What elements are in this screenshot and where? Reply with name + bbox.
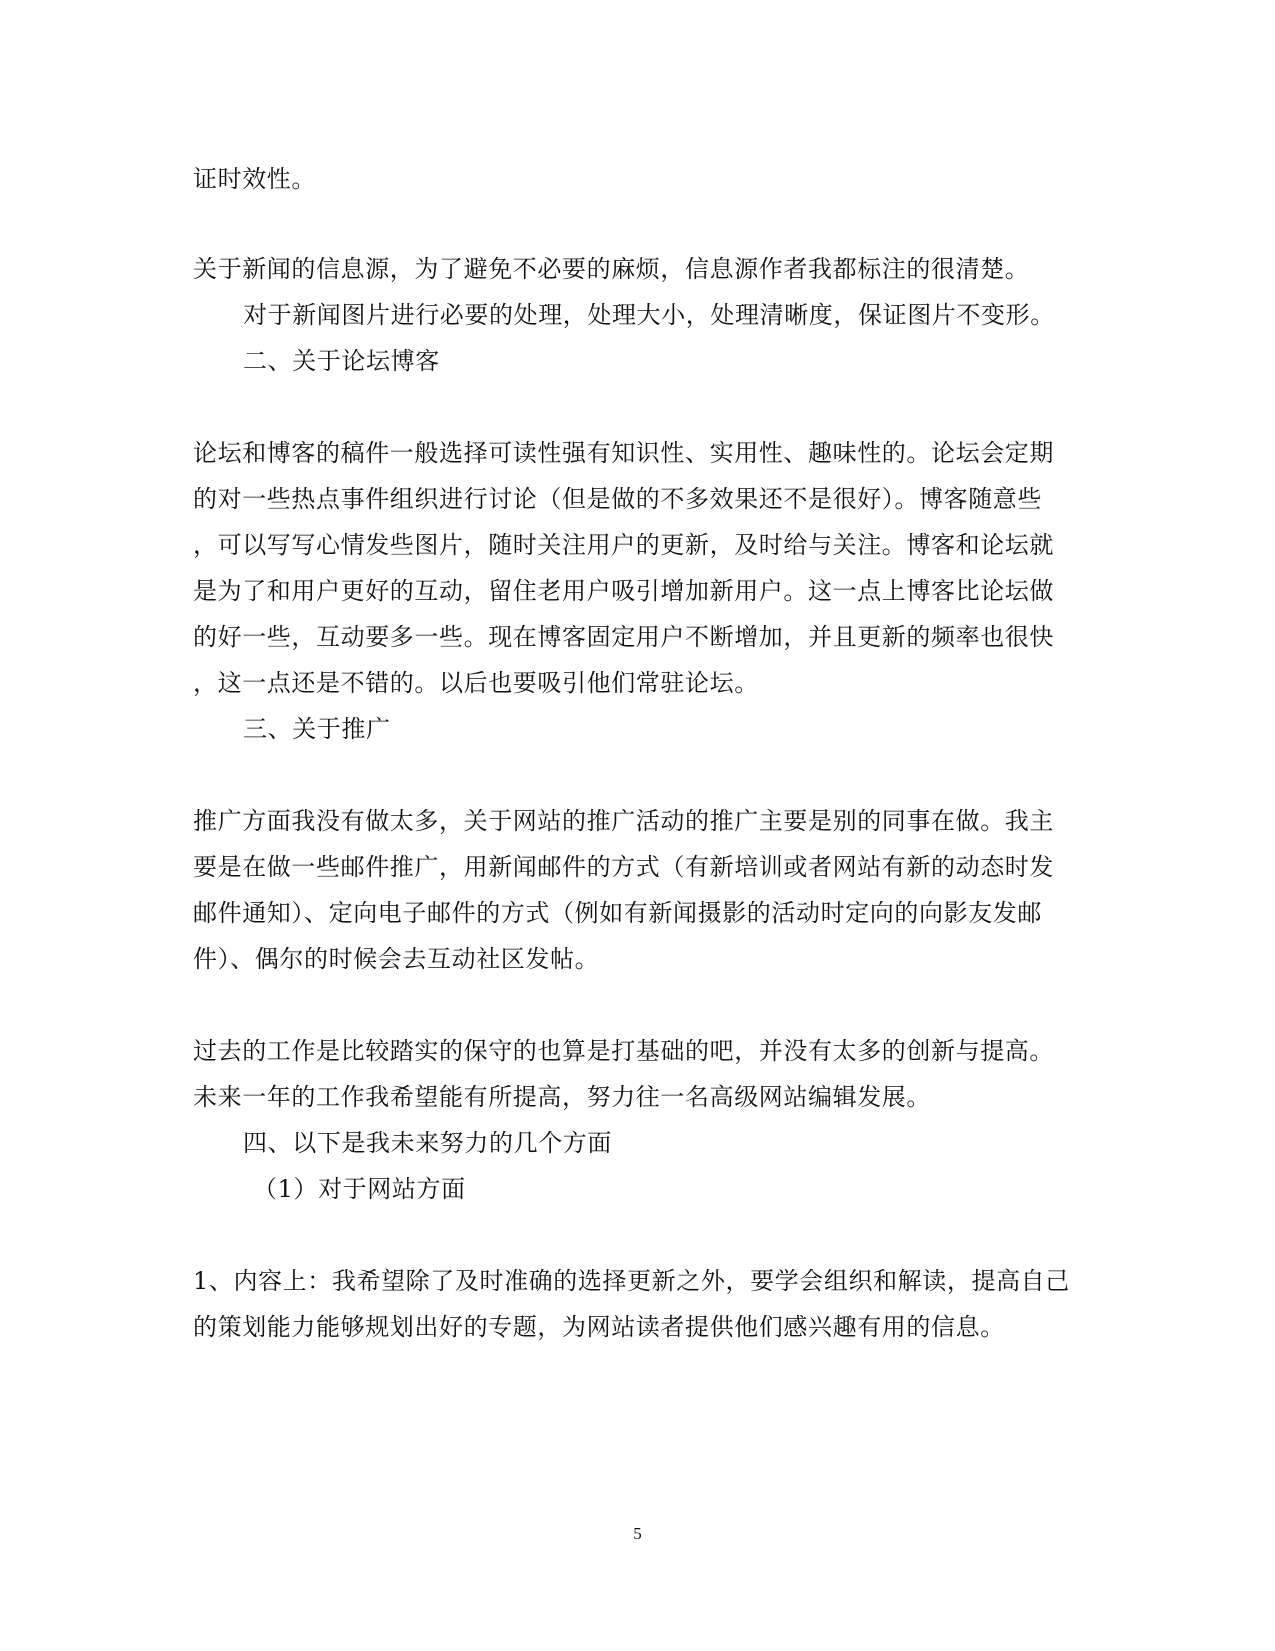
section-heading: 三、关于推广 (243, 715, 391, 743)
text-line: ，这一点还是不错的。以后也要吸引他们常驻论坛。 (193, 669, 759, 697)
text-line: 邮件通知）、定向电子邮件的方式（例如有新闻摄影的活动时定向的向影友发邮 (193, 899, 1042, 927)
page-number: 5 (633, 1524, 642, 1543)
text-line: 1、内容上：我希望除了及时准确的选择更新之外，要学会组织和解读，提高自己 (193, 1267, 1070, 1295)
text-line: 的策划能力能够规划出好的专题，为网站读者提供他们感兴趣有用的信息。 (193, 1313, 1005, 1341)
text-line: 要是在做一些邮件推广，用新闻邮件的方式（有新培训或者网站有新的动态时发 (193, 853, 1054, 881)
section-heading: 四、以下是我未来努力的几个方面 (243, 1129, 612, 1157)
text-line: 论坛和博客的稿件一般选择可读性强有知识性、实用性、趣味性的。论坛会定期 (193, 439, 1054, 467)
text-line: 过去的工作是比较踏实的保守的也算是打基础的吧，并没有太多的创新与提高。 (193, 1037, 1054, 1065)
text-line: 的好一些，互动要多一些。现在博客固定用户不断增加，并且更新的频率也很快 (193, 623, 1054, 651)
text-line: 证时效性。 (193, 165, 316, 193)
text-line: 件）、偶尔的时候会去互动社区发帖。 (193, 945, 600, 973)
text-line: 未来一年的工作我希望能有所提高，努力往一名高级网站编辑发展。 (193, 1083, 931, 1111)
text-line: 推广方面我没有做太多，关于网站的推广活动的推广主要是别的同事在做。我主 (193, 807, 1054, 835)
text-line: 是为了和用户更好的互动，留住老用户吸引增加新用户。这一点上博客比论坛做 (193, 577, 1054, 605)
text-line: 关于新闻的信息源，为了避免不必要的麻烦，信息源作者我都标注的很清楚。 (193, 255, 1030, 283)
subsection-heading: （1）对于网站方面 (253, 1175, 466, 1203)
text-line: 的对一些热点事件组织进行讨论（但是做的不多效果还不是很好）。博客随意些 (193, 485, 1042, 513)
section-heading: 二、关于论坛博客 (243, 347, 440, 375)
text-line: 对于新闻图片进行必要的处理，处理大小，处理清晰度，保证图片不变形。 (243, 301, 1055, 329)
text-line: ，可以写写心情发些图片，随时关注用户的更新，及时给与关注。博客和论坛就 (193, 531, 1054, 559)
